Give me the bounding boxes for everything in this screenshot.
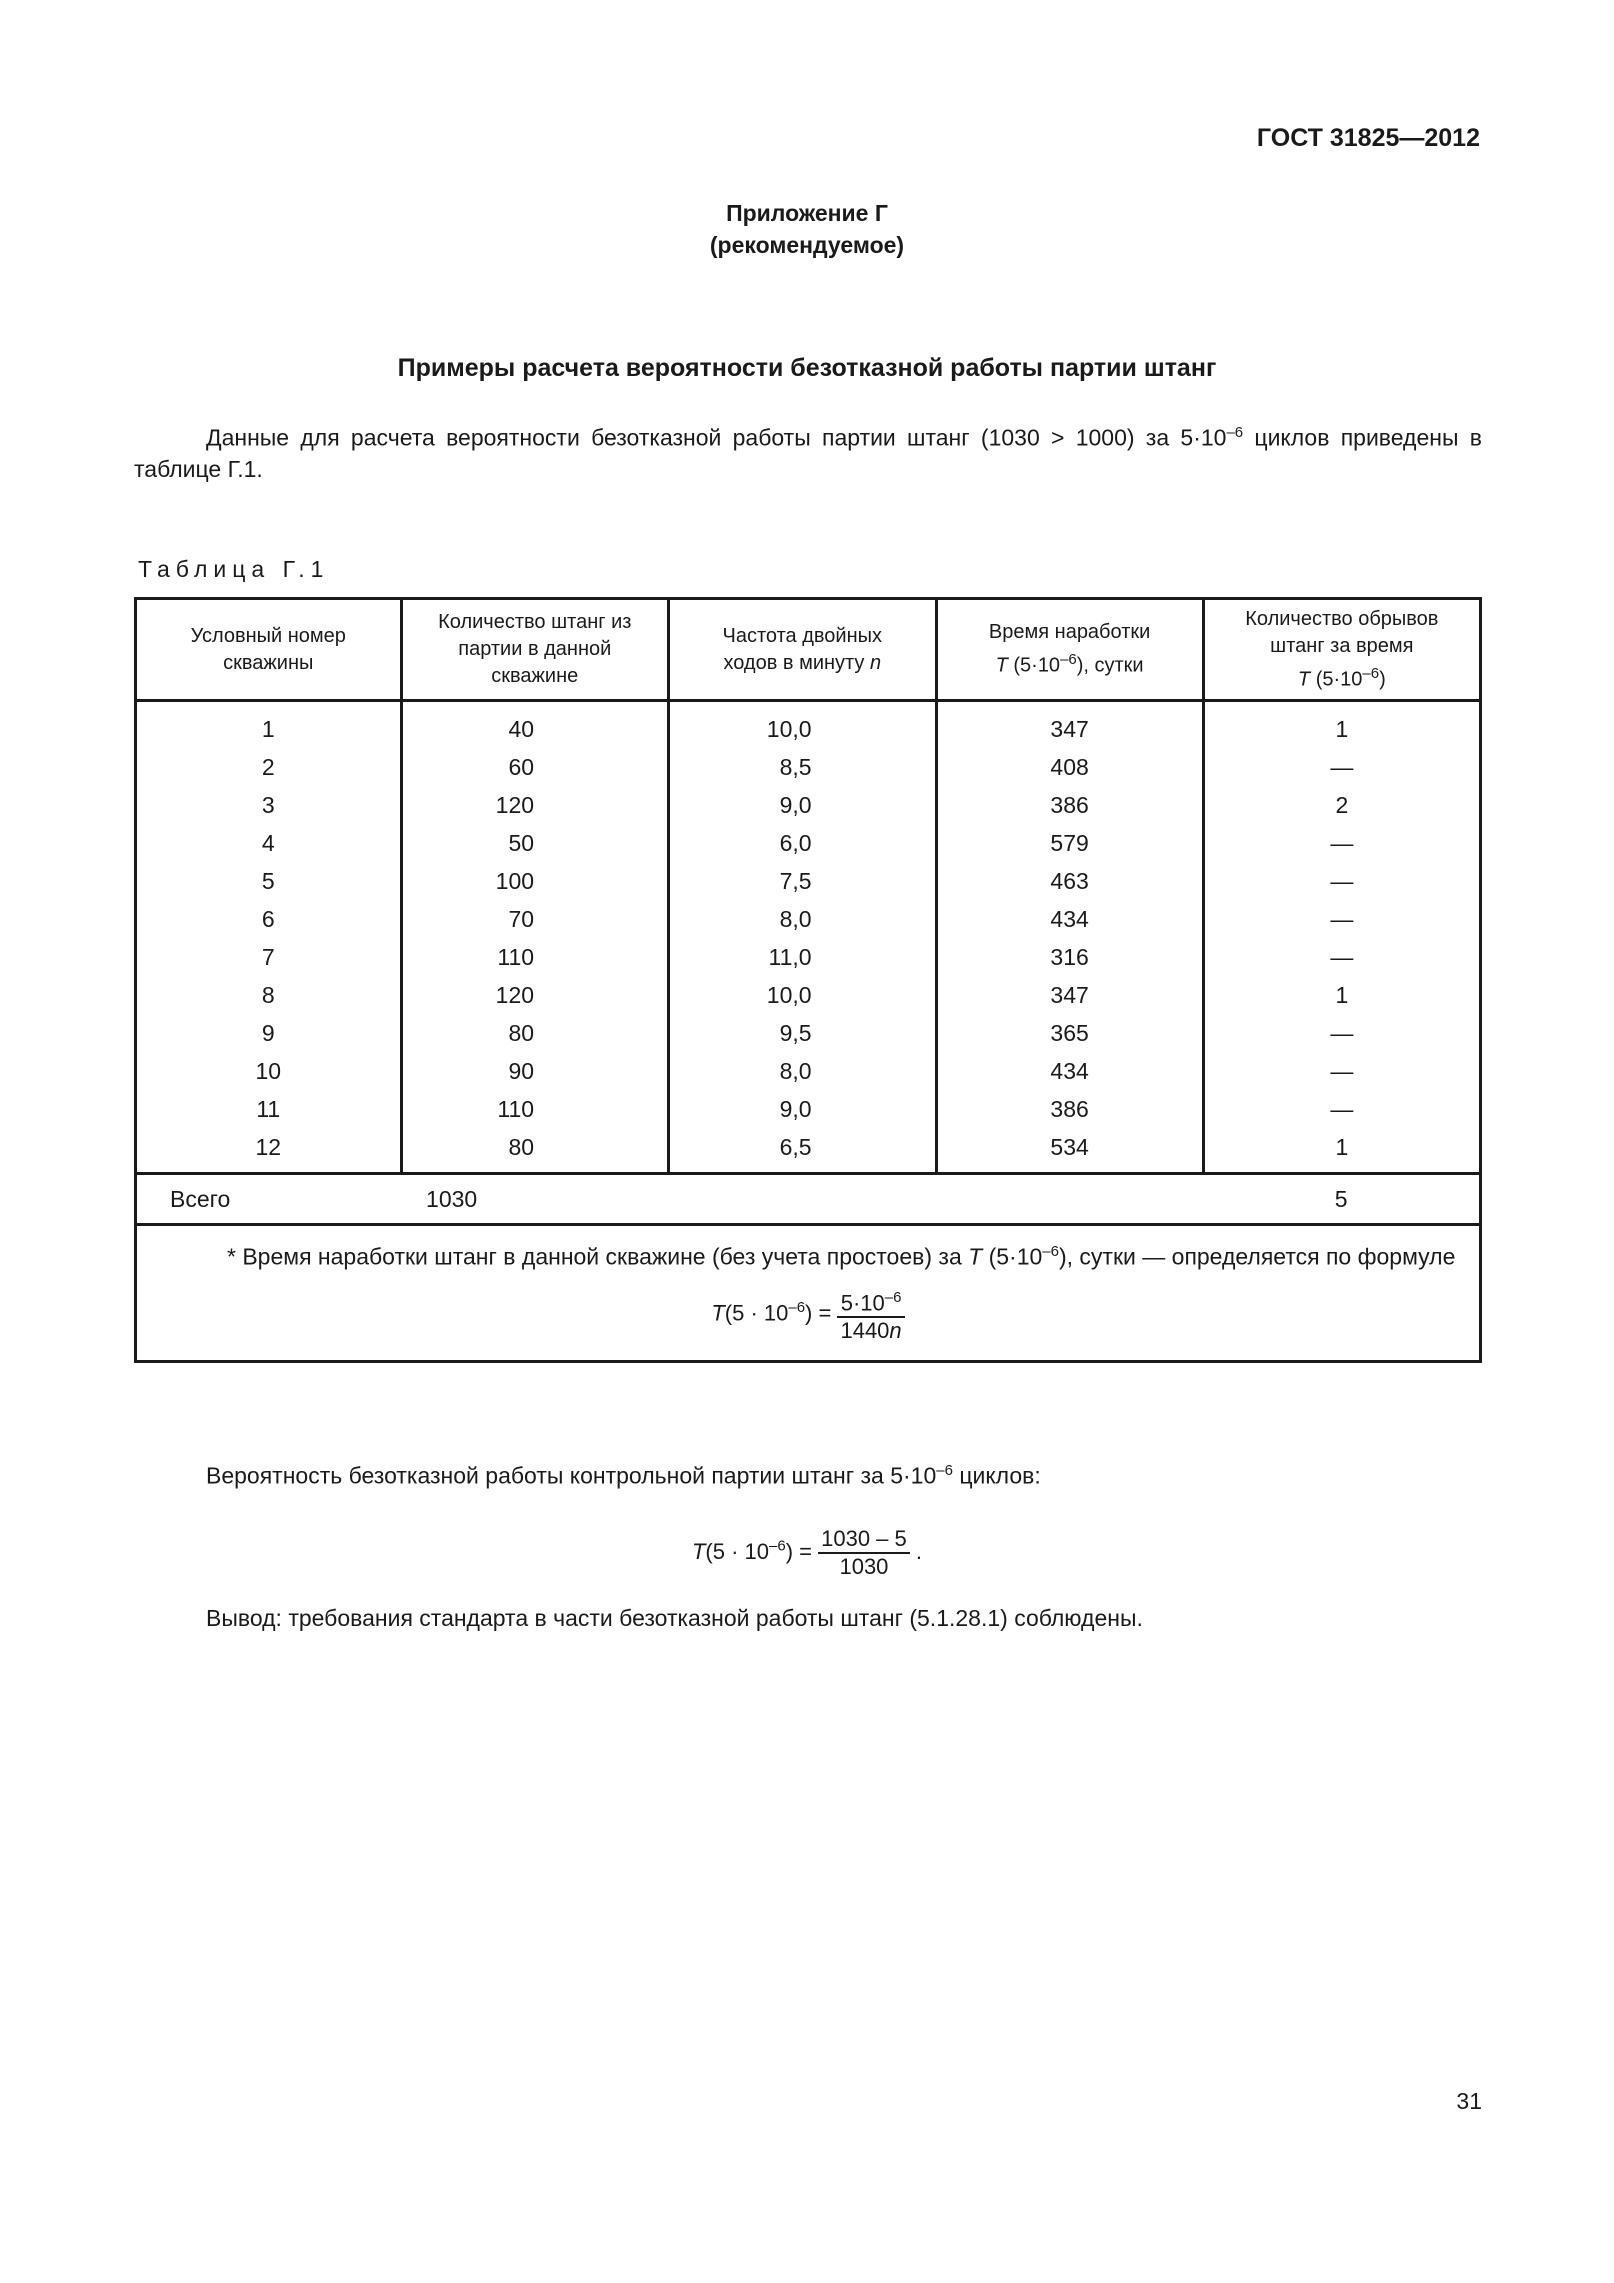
table-row [136,710,1481,748]
table-row [136,1052,1481,1090]
formula2-denominator: 1030 [839,1554,889,1579]
table-row [136,900,1481,938]
annex-title: Приложение Г [726,200,888,226]
header-operating-time-var: T [995,654,1008,677]
table-row [136,862,1481,900]
cell-breaks: — [1203,1052,1480,1090]
header-stroke-frequency-var: n [870,651,882,674]
note-part3: ), сутки — определяется по формуле [1058,1243,1456,1270]
cell-count: 40 [401,710,669,748]
cell-count: 80 [401,1014,669,1052]
total-breaks: 5 [1203,1174,1480,1225]
note-part1: * Время наработки штанг в данной скважине (без учета простоев) за [227,1243,969,1270]
table-note [136,1225,1481,1362]
table-note-row [136,1225,1481,1362]
cell-breaks: — [1203,862,1480,900]
formula2-fraction [818,1526,910,1580]
intro-exponent: –6 [1226,424,1244,441]
cell-frequency: 8,0 [669,1052,937,1090]
cell-well: 7 [136,938,402,976]
cell-count: 50 [401,824,669,862]
probability-part1: Вероятность безотказной работы контрольной партии штанг за 5·10 [206,1462,937,1489]
note-formula [155,1285,1461,1344]
formula2-lhs-exp: –6 [769,1537,786,1555]
cell-frequency: 7,5 [669,862,937,900]
cell-frequency: 9,0 [669,786,937,824]
cell-well: 12 [136,1128,402,1174]
header-rod-count: Количество штанг из партии в данной скважине [401,599,669,701]
cell-time: 386 [936,786,1203,824]
cell-time: 434 [936,900,1203,938]
cell-time: 365 [936,1014,1203,1052]
cell-time: 534 [936,1128,1203,1174]
cell-frequency: 10,0 [669,976,937,1014]
cell-breaks: — [1203,748,1480,786]
note-exp: –6 [1042,1243,1059,1260]
cell-well: 11 [136,1090,402,1128]
cell-well: 10 [136,1052,402,1090]
header-break-count [1203,599,1480,701]
cell-well: 9 [136,1014,402,1052]
header-operating-time-line1: Время наработки [988,621,1151,644]
formula2-lhs-base: (5 · 10 [705,1538,770,1564]
cell-count: 70 [401,900,669,938]
table-row [136,1128,1481,1174]
section-title: Примеры расчета вероятности безотказной работы партии штанг [397,354,1217,382]
total-label: Всего [136,1174,402,1225]
cell-frequency: 11,0 [669,938,937,976]
table-total-row [136,1174,1481,1225]
intro-text-part2: циклов приведены в таблице Г.1. [134,424,1482,482]
note-text [155,1236,1461,1273]
formula-numerator [837,1285,904,1318]
formula-fraction [837,1285,904,1344]
cell-count: 110 [401,1090,669,1128]
probability-paragraph [134,1455,1482,1492]
cell-frequency: 9,5 [669,1014,937,1052]
cell-breaks: 1 [1203,1128,1480,1174]
formula-lhs-var: T [711,1300,725,1326]
header-stroke-frequency-text: Частота двойных ходов в минуту [722,624,883,674]
header-operating-time-base: (5·10 [1007,654,1061,677]
data-table [134,597,1482,1363]
cell-count: 80 [401,1128,669,1174]
intro-paragraph [134,417,1482,485]
formula-num-base: 5·10 [840,1289,885,1315]
cell-time: 579 [936,824,1203,862]
header-break-count-line1: Количество обрывов штанг за время [1245,607,1439,657]
cell-frequency: 9,0 [669,1090,937,1128]
table-header-row [136,599,1481,701]
cell-time: 463 [936,862,1203,900]
cell-count: 100 [401,862,669,900]
cell-count: 110 [401,938,669,976]
cell-time: 408 [936,748,1203,786]
cell-frequency: 8,0 [669,900,937,938]
header-operating-time [936,599,1203,701]
note-var: T [968,1243,983,1270]
cell-count: 60 [401,748,669,786]
cell-frequency: 6,5 [669,1128,937,1174]
cell-well: 6 [136,900,402,938]
cell-well: 8 [136,976,402,1014]
annex-subtitle: (рекомендуемое) [709,232,905,258]
cell-frequency: 8,5 [669,748,937,786]
conclusion-paragraph: Вывод: требования стандарта в части безотказной работы штанг (5.1.28.1) соблюдены. [206,1605,1143,1631]
formula2-lhs-var: T [691,1538,706,1564]
header-gap-row [136,701,1481,711]
cell-count: 120 [401,786,669,824]
probability-formula [0,1526,1614,1580]
formula2-tail: . [915,1538,923,1564]
table-row [136,748,1481,786]
header-break-count-base: (5·10 [1310,668,1363,691]
cell-well: 2 [136,748,402,786]
cell-time: 347 [936,710,1203,748]
formula-num-exp: –6 [884,1288,902,1306]
page-number: 31 [1456,2088,1482,2114]
formula-den-var: n [889,1317,902,1343]
probability-exp: –6 [936,1462,953,1479]
probability-part2: циклов: [952,1462,1041,1489]
header-break-count-exp: –6 [1362,664,1380,682]
table-caption: Таблица Г.1 [138,556,330,582]
cell-well: 3 [136,786,402,824]
cell-breaks: — [1203,938,1480,976]
note-part2: (5·10 [982,1243,1043,1270]
header-break-count-end: ) [1379,668,1386,691]
formula-lhs-exp: –6 [788,1298,806,1316]
table-row [136,1090,1481,1128]
table-row [136,1014,1481,1052]
header-operating-time-exp: –6 [1060,651,1077,669]
cell-time: 347 [936,976,1203,1014]
cell-breaks: 1 [1203,710,1480,748]
cell-breaks: — [1203,1090,1480,1128]
cell-frequency: 10,0 [669,710,937,748]
formula-den-text: 1440 [840,1317,890,1343]
cell-breaks: — [1203,900,1480,938]
header-operating-time-end: ), сутки [1076,654,1144,677]
intro-text-part1: Данные для расчета вероятности безотказной работы партии штанг (1030 > 1000) за 5·10 [206,424,1227,451]
formula-lhs-base: (5 · 10 [724,1300,789,1326]
cell-count: 120 [401,976,669,1014]
header-well-number: Условный номер скважины [136,599,402,701]
document-code: ГОСТ 31825—2012 [1256,124,1480,152]
cell-breaks: — [1203,1014,1480,1052]
table-row [136,938,1481,976]
cell-breaks: 2 [1203,786,1480,824]
header-break-count-var: T [1297,668,1311,691]
total-count: 1030 [401,1174,669,1225]
table-row [136,976,1481,1014]
cell-count: 90 [401,1052,669,1090]
cell-breaks: 1 [1203,976,1480,1014]
table-row [136,786,1481,824]
formula2-numerator: 1030 – 5 [818,1526,910,1554]
cell-time: 316 [936,938,1203,976]
formula-denominator [837,1318,904,1344]
formula2-lhs-end: ) = [785,1538,812,1564]
cell-well: 1 [136,710,402,748]
cell-well: 5 [136,862,402,900]
cell-well: 4 [136,824,402,862]
formula-lhs-end: ) = [805,1300,832,1326]
cell-time: 434 [936,1052,1203,1090]
cell-frequency: 6,0 [669,824,937,862]
cell-time: 386 [936,1090,1203,1128]
table-row [136,824,1481,862]
header-stroke-frequency [669,599,937,701]
cell-breaks: — [1203,824,1480,862]
